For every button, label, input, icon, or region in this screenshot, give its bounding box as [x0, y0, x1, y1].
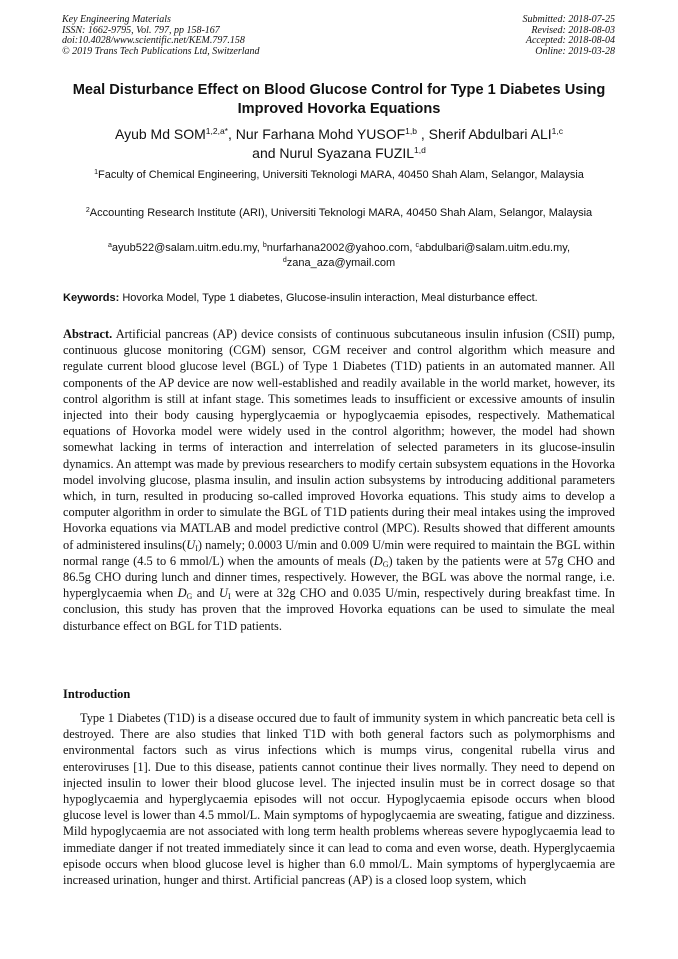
email-marker: c: [415, 242, 420, 249]
abstract-text: ) namely; 0.0003 U/min and 0.009 U/min were required to maintain the BGL within normal range (4.5 to 6 mmol/L) when the amounts of meals (: [63, 537, 615, 568]
paper-title: Meal Disturbance Effect on Blood Glucose Control for Type 1 Diabetes Using Improved Hovorka Equations: [72, 82, 606, 117]
author-affil-marker: 1,b: [405, 126, 417, 136]
doi-line: doi:10.4028/www.scientific.net/KEM.797.158: [62, 35, 245, 47]
keywords: [63, 291, 615, 305]
affiliation-text: Faculty of Chemical Engineering, Universiti Teknologi MARA, 40450 Shah Alam, Selangor, Malaysia: [98, 169, 584, 181]
insulin-symbol-subscript: I: [195, 543, 198, 553]
journal-name: Key Engineering Materials: [62, 14, 171, 25]
email-marker: b: [262, 242, 267, 249]
publication-dates: [523, 15, 616, 57]
accepted-date: Accepted: 2018-08-04: [525, 35, 615, 47]
online-date: Online: 2019-03-28: [535, 45, 615, 57]
abstract-label: Abstract.: [63, 327, 113, 341]
copyright-line: © 2019 Trans Tech Publications Ltd, Switzerland: [62, 45, 260, 57]
insulin-symbol: U: [219, 586, 228, 601]
introduction-paragraph: Type 1 Diabetes (T1D) is a disease occured due to fault of immunity system in which pancreatic beta cell is destroyed. There are also studies that linked T1D with both general factors such as polymorphisms and environmental factors such as virus infections which is mumps virus, congenital rubella virus and enteroviruses [1]. Due to this disease, patients cannot continue their lives normally. They need to depend on injected insulin to lower their blood glucose level. The injected insulin must be in correct dosage so that hypoglycaemia and hyperglycaemia episodes will not occur. Hypoglycaemia episode occurs when blood glucose level is lower than 4.5 mmol/L. Main symptoms of hypoglycaemia are sweating, fatigue and dizziness. Mild hypoglycaemia are not associated with long term health problems whereas severe hypoglycaemia lead to immediate danger if not treated immediately since it can lead to coma and even worse, death. Hyperglycaemia episode occurs when blood glucose level is higher than 6.0 mmol/L. Main symptoms of hyperglycaemia are increased urination, hunger and thirst. Artificial pancreas (AP) is a closed loop system, which: [63, 711, 615, 888]
journal-info: [62, 15, 260, 57]
author-emails: $^a$ayub522@salam.uitm.edu.my, $^b$nurfarhana2002@yahoo.com, $^c$abdulbari@salam.uitm.edu.my, $^d$zana_aza@ymail.com: [107, 242, 571, 269]
author-list: Ayub Md $SOM^{1,2,a*}$, Nur Farhana Mohd YUSOF$^{1,b}$ , Sherif Abdulbari ALI$^{1,c}$ and Nurul Syazana FUZIL$^{1,d}$: [115, 126, 563, 161]
affiliation-text: Accounting Research Institute (ARI), Universiti Teknologi MARA, 40450 Shah Alam, Selangor, Malaysia: [89, 207, 593, 219]
affiliation-marker: 1: [94, 169, 98, 176]
author-affil-marker: 1,2,a*: [205, 126, 228, 136]
revised-date: Revised: 2018-08-03: [531, 24, 615, 36]
abstract-text: ) taken by the patients were at 57g CHO and 86.5g CHO during lunch and dinner times, respectively. However, the BGL was above the normal range, i.e. hyperglycaemia when: [63, 553, 615, 601]
meal-symbol-subscript: G: [186, 592, 193, 602]
author-affil-marker: 1,d: [414, 145, 426, 155]
author-name: Ayub Md SOM: [115, 126, 206, 142]
affiliation: [70, 206, 608, 221]
abstract: [63, 326, 615, 634]
section-heading-introduction: Introduction: [63, 687, 131, 701]
affiliation: [70, 168, 608, 183]
author-connector: and: [252, 145, 276, 161]
author-affil-marker: 1,c: [551, 126, 563, 136]
email-link[interactable]: abdulbari@salam.uitm.edu.my: [419, 242, 567, 254]
email-marker: a: [107, 242, 112, 249]
email-link[interactable]: zana_aza@ymail.com: [286, 257, 396, 269]
meal-symbol: D: [177, 586, 187, 601]
submitted-date: Submitted: 2018-07-25: [522, 14, 615, 25]
insulin-symbol: U: [186, 537, 196, 552]
meal-symbol: D: [373, 553, 383, 568]
author-name: Nur Farhana Mohd YUSOF: [235, 126, 406, 142]
issn-line: ISSN: 1662-9795, Vol. 797, pp 158-167: [62, 24, 220, 36]
email-link[interactable]: nurfarhana2002@yahoo.com: [266, 242, 410, 254]
abstract-text: were at 32g CHO and 0.035 U/min, respectively during breakfast time. In conclusion, this study has proven that the improved Hovorka equations can be used to simulate the meal disturbance effect on BGL for T1D patients.: [63, 586, 616, 633]
keywords-text: Hovorka Model, Type 1 diabetes, Glucose-insulin interaction, Meal disturbance effect.: [122, 292, 538, 304]
insulin-symbol-subscript: I: [228, 592, 231, 602]
author-name: Nurul Syazana FUZIL: [279, 145, 415, 161]
author-name: Sherif Abdulbari ALI: [428, 126, 552, 142]
abstract-text: Artificial pancreas (AP) device consists of continuous subcutaneous insulin infusion (CSII) pump, continuous glucose monitoring (CGM) sensor, CGM receiver and control algorithm which measure and regulate current blood glucose level (BGL) of Type 1 Diabetes (T1D) patients in an automated manner. All components of the AP device are now well-established and readily available in the world market, however, its control algorithm is still at infant stage. This sometimes leads to insufficient or excessive amounts of insulin injected into their body causing hyperglycaemia or hypoglycaemia episodes, respectively. Mathematical equations of Hovorka model were widely used in the control algorithm; however, the model had shown somewhat lacking in terms of interaction and interrelation of selected parameters in its glucose-insulin dynamics. An attempt was made by previous researchers to modify certain subsystem equations in the Hovorka model involving glucose, plasma insulin, and insulin action subsystems by introducing additional parameters which, in turn, resulted in producing so-called improved Hovorka equations. This study aims to develop a computer algorithm in order to simulate the BGL of T1D patients during their meal intakes using the improved Hovorka equations via MATLAB and model predictive control (MPC). Results showed that different amounts of administered insulins(: [63, 327, 615, 552]
meal-symbol-subscript: G: [382, 559, 389, 569]
email-link[interactable]: ayub522@salam.uitm.edu.my: [111, 242, 257, 254]
email-marker: d: [282, 257, 287, 264]
abstract-text: and: [192, 586, 220, 601]
affiliation-marker: 2: [85, 207, 90, 214]
keywords-label: Keywords:: [63, 292, 120, 304]
